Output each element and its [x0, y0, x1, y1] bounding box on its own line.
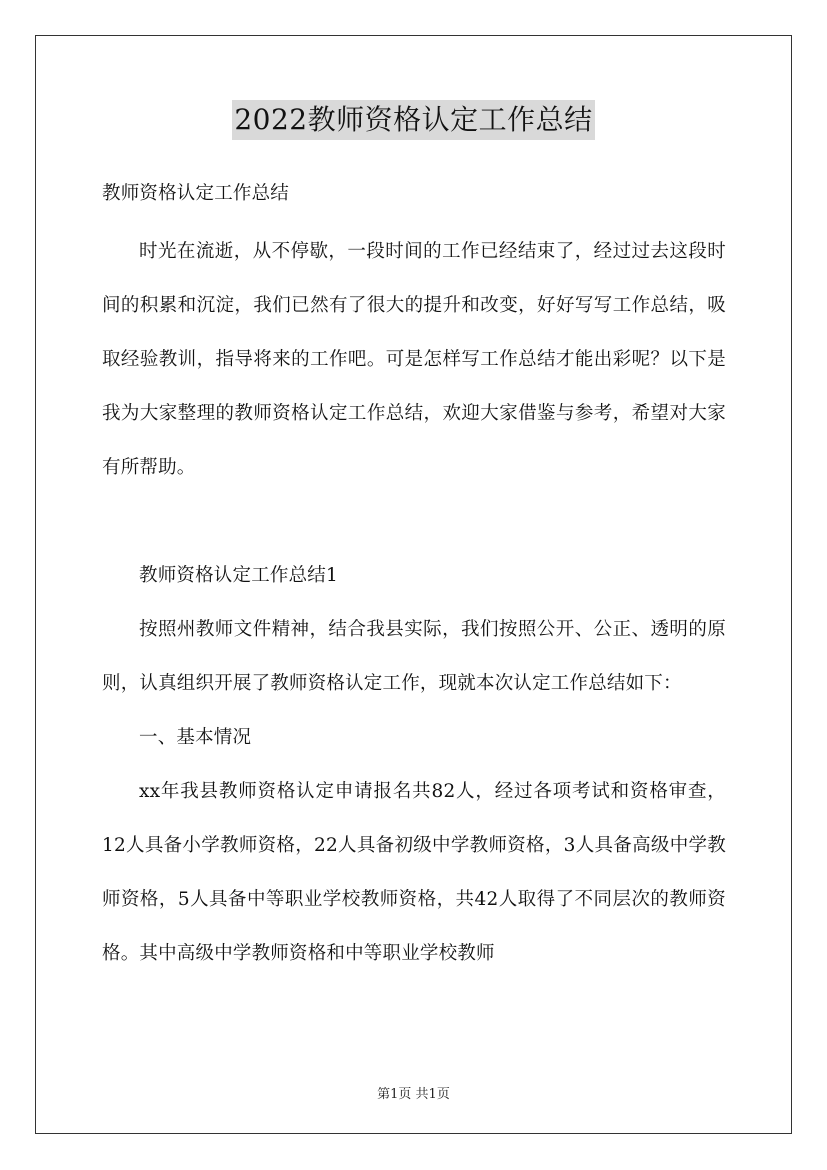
heading-basic-situation: 一、基本情况 [139, 727, 252, 748]
document-subtitle: 教师资格认定工作总结 [102, 183, 290, 204]
page-footer: 第1页 共1页 [377, 1087, 450, 1102]
intro-paragraph: 时光在流逝，从不停歇，一段时间的工作已经结束了，经过过去这段时间的积累和沉淀，我们已然有了很大的提升和改变，好好写写工作总结，吸取经验教训，指导将来的工作吧。可是怎样写工作总结才能出彩呢？以下是我为大家整理的教师资格认定工作总结，欢迎大家借鉴与参考，希望对大家有所帮助。 [102, 241, 726, 478]
title-container [0, 100, 827, 140]
document-body [102, 175, 726, 981]
blank-line [102, 495, 726, 549]
section-title: 教师资格认定工作总结1 [139, 565, 338, 586]
section-intro-paragraph: 按照州教师文件精神，结合我县实际，我们按照公开、公正、透明的原则，认真组织开展了教师资格认定工作，现就本次认定工作总结如下： [102, 619, 726, 694]
basic-situation-paragraph: xx年我县教师资格认定申请报名共82人，经过各项考试和资格审查，12人具备小学教师资格，22人具备初级中学教师资格，3人具备高级中学教师资格，5人具备中等职业学校教师资格，共42人取得了不同层次的教师资格。其中高级中学教师资格和中等职业学校教师 [102, 781, 726, 964]
document-title: 2022教师资格认定工作总结 [232, 100, 594, 140]
